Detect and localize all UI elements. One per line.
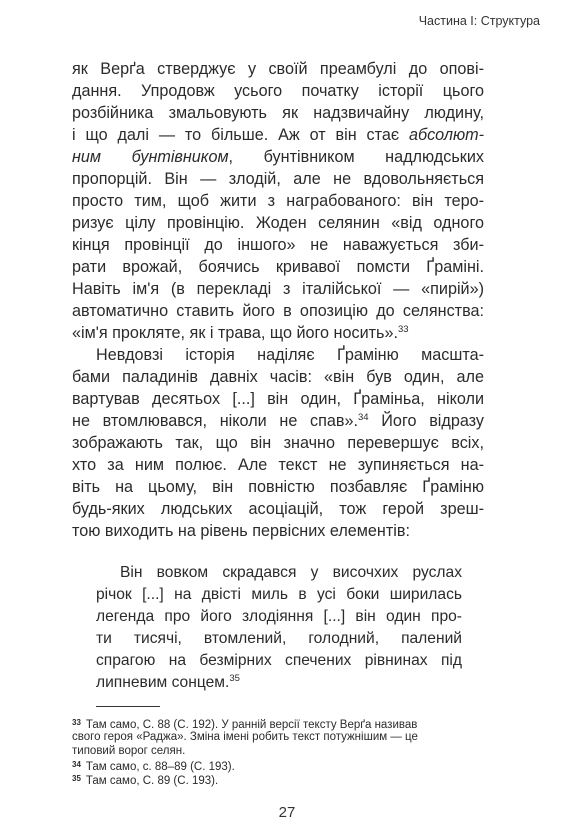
body-line: [72, 322, 484, 344]
body-line: будь-яких людських асоціацій, тож герой зреш-: [72, 500, 484, 518]
footnote-line: [72, 772, 218, 788]
body-text: не втомлювався, ніколи не спав».: [72, 412, 359, 430]
body-line: тою виходить на рівень первісних елементів:: [72, 522, 410, 540]
quote-line: [96, 672, 462, 694]
body-line: пропорцій. Він — злодій, але не вдовольняється: [72, 170, 484, 188]
body-line: Невдовзі історія наділяє Ґраміню масшта-: [96, 346, 484, 364]
footnote-text: Там само, с. 88–89 (С. 193).: [85, 761, 235, 773]
body-line: Навіть ім'я (в перекладі з італійської — «пирій»): [72, 280, 484, 298]
body-line: автоматично ставить його в опозицію до селянства:: [72, 302, 484, 320]
footnote-separator: [96, 706, 160, 707]
footnote-number: 35: [72, 774, 81, 783]
body-line: розбійника змальовують як надзвичайну людину,: [72, 104, 484, 122]
quote-line: річок [...] на двісті миль в усі боки ширилась: [96, 586, 462, 603]
quote-line: Він вовком скрадався у височхих руслах: [120, 564, 462, 581]
emphasis: ним бунтівником: [72, 148, 229, 166]
body-line: [72, 124, 484, 146]
page-number: 27: [278, 804, 296, 821]
footnote-text: Там само, С. 88 (С. 192). У ранній версії тексту Верґа називав: [85, 719, 418, 731]
footnote-ref: 34: [358, 412, 369, 423]
footnote-number: 33: [72, 718, 81, 727]
footnote-number: 34: [72, 760, 81, 769]
body-line: просто тим, щоб жити з награбованого: він теро-: [72, 192, 484, 210]
emphasis: абсолют-: [408, 126, 484, 144]
body-text: і що далі — то більше. Аж от він стає: [72, 126, 400, 144]
footnote-ref: 35: [229, 673, 240, 684]
body-text: , бунтівником надлюдських: [228, 148, 484, 166]
body-line: рати врожай, боячись кривавої помсти Ґраміні.: [72, 258, 484, 276]
footnote-ref: 33: [398, 324, 409, 335]
quote-text: липневим сонцем.: [96, 674, 230, 691]
body-line: бами паладинів давніх часів: «він був один, але: [72, 368, 484, 386]
running-header: Частина I: Структура: [418, 14, 540, 28]
body-line: [72, 146, 484, 168]
body-line: як Верґа стверджує у своїй преамбулі до опові-: [72, 60, 484, 78]
footnote-line: свого героя «Раджа». Зміна імені робить текст потужнішим — це: [72, 731, 418, 743]
body-line: кінця провінції до іншого» не наважується зби-: [72, 236, 484, 254]
body-line: дання. Упродовж усього початку історії цього: [72, 82, 484, 100]
body-line: віть на цьому, він повністю позбавляє Ґраміню: [72, 478, 484, 496]
body-text: «ім'я прокляте, як і трава, що його носить».: [72, 324, 398, 342]
quote-line: спрагою на безмірних спечених рівнинах під: [96, 652, 462, 669]
footnote-text: Там само, С. 89 (С. 193).: [85, 775, 219, 787]
body-line: ризує цілу провінцію. Жоден селянин «від одного: [72, 214, 484, 232]
quote-line: легенда про його злодіяння [...] він один про-: [96, 608, 462, 625]
body-line: вартував десятьох [...] він один, Ґраміньа, ніколи: [72, 390, 484, 408]
body-text: Його відразу: [368, 412, 484, 430]
body-line: зображають так, що він значно перевершує всіх,: [72, 434, 484, 452]
quote-line: ти тисячі, втомлений, голодний, палений: [96, 630, 462, 647]
footnote-line: типовий ворог селян.: [72, 745, 186, 757]
body-line: [72, 410, 484, 432]
body-line: хто за ним полює. Але текст не зупиняється на-: [72, 456, 484, 474]
